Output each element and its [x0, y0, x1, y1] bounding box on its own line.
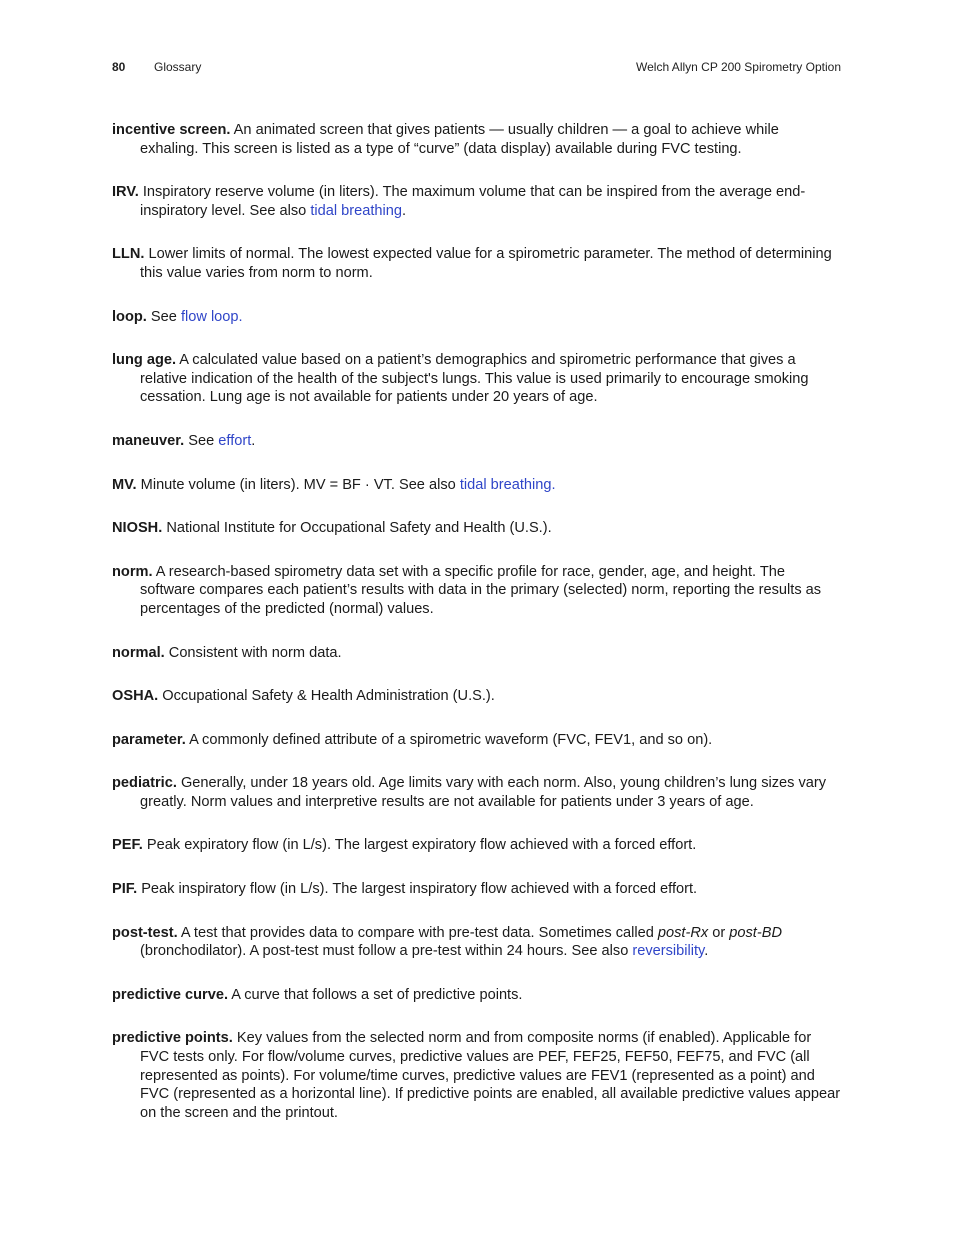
glossary-entry-pif: [112, 880, 841, 899]
section-name: Glossary: [154, 60, 202, 74]
glossary-term: parameter.: [112, 731, 186, 748]
link-tidal-breathing[interactable]: tidal breathing.: [459, 476, 556, 493]
glossary-definition: A commonly defined attribute of a spirometric waveform (FVC, FEV1, and so on).: [185, 731, 713, 748]
glossary-term: predictive curve.: [112, 986, 228, 1003]
glossary-entry-irv: [112, 183, 841, 220]
glossary-definition: Occupational Safety & Health Administration (U.S.).: [158, 688, 495, 705]
document-title: Welch Allyn CP 200 Spirometry Option: [636, 60, 841, 74]
link-reversibility[interactable]: reversibility: [632, 943, 705, 960]
page-number: 80: [112, 60, 126, 74]
link-tidal-breathing[interactable]: tidal breathing: [310, 202, 403, 219]
glossary-entry-lung-age: [112, 351, 841, 407]
glossary-entry-predictive-points: [112, 1029, 841, 1122]
glossary-entry-post-test: [112, 924, 841, 961]
glossary-entry-maneuver: [112, 432, 841, 451]
glossary-term: predictive points.: [112, 1030, 233, 1047]
glossary-definition: Minute volume (in liters). MV = BF · VT. See also: [136, 476, 460, 493]
glossary-definition: A curve that follows a set of predictive points.: [228, 986, 523, 1003]
glossary-definition-continued: (bronchodilator). A post-test must follow a pre-test within 24 hours. See also: [140, 943, 633, 960]
glossary-definition: Consistent with norm data.: [164, 644, 342, 661]
glossary-definition: See: [184, 432, 219, 449]
glossary-term: PEF.: [112, 837, 143, 854]
glossary-entry-pediatric: [112, 774, 841, 811]
glossary-term: normal.: [112, 644, 165, 661]
glossary-definition: National Institute for Occupational Safety and Health (U.S.).: [162, 520, 552, 537]
italic-term-post-bd: post-BD: [729, 924, 782, 941]
glossary-term: NIOSH.: [112, 520, 163, 537]
glossary-term: loop.: [112, 308, 147, 325]
glossary-definition: An animated screen that gives patients — usually children — a goal to achieve while exhaling. This screen is listed as a type of “curve” (data display) available during FVC testing.: [140, 122, 779, 157]
glossary-term: IRV.: [112, 184, 139, 201]
glossary-entry-pef: [112, 836, 841, 855]
glossary-list: [112, 121, 841, 1147]
link-effort[interactable]: effort: [218, 432, 252, 449]
glossary-definition: A calculated value based on a patient’s demographics and spirometric performance that gives a relative indication of the health of the subject's lungs. This value is used primarily to encourage smoking cessation. Lung age is not available for patients under 20 years of age.: [140, 352, 809, 406]
glossary-definition: See: [146, 308, 181, 325]
glossary-entry-incentive-screen: [112, 121, 841, 158]
glossary-definition: Inspiratory reserve volume (in liters). The maximum volume that can be inspired from the average end-inspiratory level. See also: [138, 184, 806, 219]
glossary-definition: Key values from the selected norm and from composite norms (if enabled). Applicable for FVC tests only. For flow/volume curves, predictive values are PEF, FEF25, FEF50, FEF75, and FVC (all represented as points). For volume/time curves, predictive values are FEV1 (represented as a point) and FVC (represented as a horizontal line). If predictive points are enabled, all available predictive values appear on the screen and the printout.: [140, 1030, 841, 1121]
glossary-definition-connector: or: [708, 924, 730, 941]
glossary-term: PIF.: [112, 881, 138, 898]
italic-term-post-rx: post-Rx: [657, 924, 709, 941]
glossary-entry-lln: [112, 245, 841, 282]
link-flow-loop[interactable]: flow loop.: [180, 308, 243, 325]
glossary-definition-end: .: [402, 202, 407, 219]
glossary-definition: Generally, under 18 years old. Age limits vary with each norm. Also, young children’s lung sizes vary greatly. Norm values and interpretive results are not available for patients under 3 years of age.: [140, 775, 827, 810]
glossary-entry-loop: [112, 308, 841, 327]
glossary-entry-norm: [112, 563, 841, 619]
glossary-definition: Lower limits of normal. The lowest expected value for a spirometric parameter. The method of determining this value varies from norm to norm.: [140, 246, 832, 281]
glossary-entry-predictive-curve: [112, 986, 841, 1005]
glossary-definition-end: .: [251, 432, 256, 449]
page-header: [112, 59, 841, 75]
glossary-entry-parameter: [112, 731, 841, 750]
glossary-term: maneuver.: [112, 432, 185, 449]
glossary-term: OSHA.: [112, 688, 159, 705]
glossary-entry-niosh: [112, 519, 841, 538]
glossary-definition: A test that provides data to compare with pre-test data. Sometimes called: [177, 924, 658, 941]
glossary-entry-osha: [112, 687, 841, 706]
glossary-entry-normal: [112, 644, 841, 663]
glossary-term: incentive screen.: [112, 122, 231, 138]
glossary-term: lung age.: [112, 352, 177, 369]
glossary-term: pediatric.: [112, 775, 177, 792]
glossary-entry-mv: [112, 476, 841, 495]
glossary-term: MV.: [112, 476, 137, 493]
glossary-definition: Peak inspiratory flow (in L/s). The largest inspiratory flow achieved with a forced effort.: [137, 881, 698, 898]
glossary-term: post-test.: [112, 924, 178, 941]
glossary-term: LLN.: [112, 246, 145, 263]
glossary-definition: Peak expiratory flow (in L/s). The largest expiratory flow achieved with a forced effort.: [142, 837, 697, 854]
glossary-term: norm.: [112, 563, 153, 580]
glossary-definition: A research-based spirometry data set with a specific profile for race, gender, age, and height. The software compares each patient’s results with data in the primary (selected) norm, reporting the results as percentages of the predicted (normal) values.: [140, 563, 822, 617]
glossary-definition-end: .: [704, 943, 709, 960]
